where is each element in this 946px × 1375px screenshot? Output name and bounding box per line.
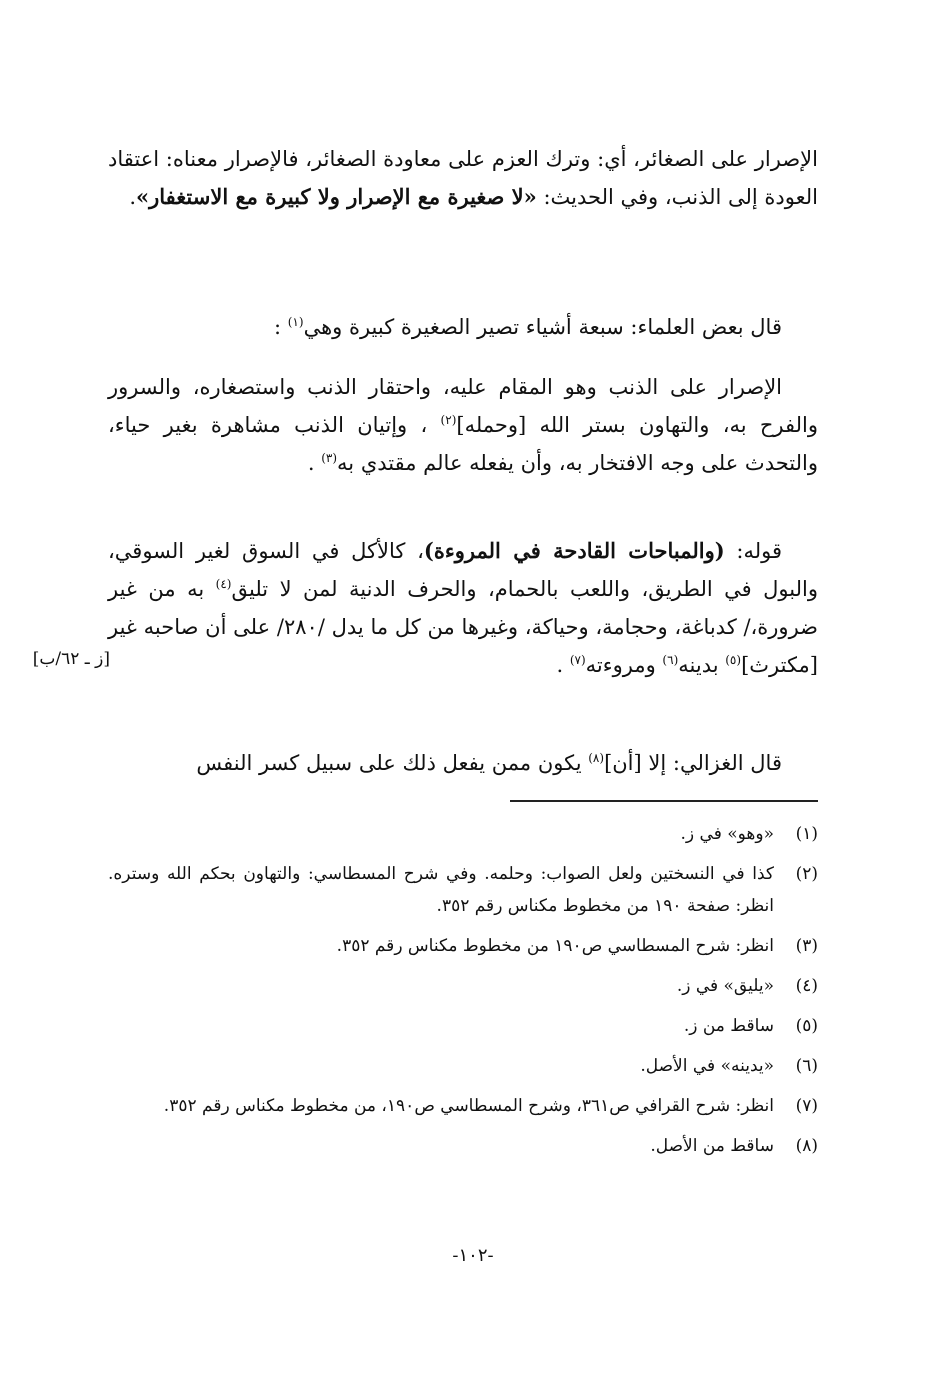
footnote-ref-2[interactable]: (٢): [440, 413, 457, 427]
paragraph-1-text-a: الإصرار على الصغائر، أي: وترك العزم على معاودة الصغائر، فالإصرار معناه: اعتقاد العودة إلى الذنب، وفي الحديث:: [108, 147, 818, 209]
paragraph-4-text-e: ومروءته: [585, 653, 663, 677]
footnote-ref-8[interactable]: (٨): [588, 751, 605, 765]
matn-quote: (والمباحات القادحة في المروءة): [423, 538, 725, 563]
footnote-text: ساقط من الأصل.: [650, 1136, 774, 1156]
paragraph-1: [108, 140, 818, 216]
footnote-item: [108, 1090, 818, 1122]
paragraph-5-text-a: قال الغزالي: إلا [أن]: [604, 751, 782, 775]
footnote-ref-1[interactable]: (١): [287, 315, 304, 329]
footnote-ref-7[interactable]: (٧): [569, 653, 586, 667]
footnote-text: ساقط من ز.: [683, 1016, 774, 1036]
footnote-text: «وهو» في ز.: [680, 824, 774, 844]
footnote-ref-4[interactable]: (٤): [215, 577, 232, 591]
footnotes-list: [108, 818, 818, 1170]
paragraph-4-text-a: قوله:: [724, 539, 783, 563]
footnote-item: [108, 1050, 818, 1082]
footnote-text: «يدينه» في الأصل.: [640, 1056, 774, 1076]
footnote-text: انظر: شرح القرافي ص٣٦١، وشرح المسطاسي ص١٩٠، من مخطوط مكناس رقم ٣٥٢.: [163, 1096, 774, 1116]
footnote-item: [108, 970, 818, 1002]
paragraph-2-text: قال بعض العلماء: سبعة أشياء تصير الصغيرة كبيرة وهي: [303, 315, 782, 339]
footnote-text: كذا في النسختين ولعل الصواب: وحلمه. وفي شرح المسطاسي: والتهاون بحكم الله وستره. انظر: صفحة ١٩٠ من مخطوط مكناس رقم ٣٥٢.: [108, 864, 774, 916]
paragraph-5: [108, 744, 818, 782]
paragraph-5-text-b: يكون ممن يفعل ذلك على سبيل كسر النفس: [196, 751, 589, 775]
footnote-item: [108, 1010, 818, 1042]
footnote-ref-5[interactable]: (٥): [725, 653, 742, 667]
footnote-item: [108, 930, 818, 962]
footnote-number: (٦): [795, 1056, 818, 1076]
footnote-number: (٨): [795, 1136, 818, 1156]
paragraph-4-text-b: ، كالأكل في السوق لغير السوقي، والبول في الطريق، واللعب بالحمام، والحرف الدنية لمن لا تليق: [108, 539, 818, 601]
footnote-separator: [510, 800, 818, 802]
footnote-number: (٤): [795, 976, 818, 996]
footnote-number: (٧): [795, 1096, 818, 1116]
footnote-number: (٢): [795, 864, 818, 884]
paragraph-2-tail: :: [273, 315, 288, 339]
footnote-text: «يليق» في ز.: [676, 976, 774, 996]
hadith-quote: «لا صغيرة مع الإصرار ولا كبيرة مع الاستغفار»: [136, 184, 537, 209]
footnote-ref-3[interactable]: (٣): [321, 451, 338, 465]
footnote-item: [108, 858, 818, 922]
page-number: -١٠٢-: [452, 1245, 494, 1266]
paragraph-1-text-b: .: [129, 185, 137, 209]
paragraph-3: [108, 368, 818, 482]
paragraph-3-text-c: .: [307, 451, 322, 475]
footnote-number: (١): [795, 824, 818, 844]
paragraph-4: [108, 532, 818, 684]
paragraph-4-text-c: به من غير ضرورة،/ كدباغة، وحجامة، وحياكة، وغيرها من كل ما يدل /٢٨٠/ على أن صاحبه غير [مكترث]: [108, 577, 818, 677]
footnote-text: انظر: شرح المسطاسي ص١٩٠ من مخطوط مكناس رقم ٣٥٢.: [336, 936, 774, 956]
footnote-item: [108, 1130, 818, 1162]
footnote-ref-6[interactable]: (٦): [662, 653, 679, 667]
paragraph-2: [108, 308, 818, 346]
footnote-number: (٥): [795, 1016, 818, 1036]
paragraph-4-text-f: .: [556, 653, 570, 677]
footnote-number: (٣): [795, 936, 818, 956]
paragraph-4-text-d: بدينه: [678, 653, 726, 677]
paragraph-3-text-b: ، وإتيان الذنب مشاهرة بغير حياء، والتحدث على وجه الافتخار به، وأن يفعله عالم مقتدي به: [108, 413, 818, 475]
footnote-item: [108, 818, 818, 850]
paragraph-3-text-a: الإصرار على الذنب وهو المقام عليه، واحتقار الذنب واستصغاره، والسرور والفرح به، والتهاون بستر الله [وحمله]: [108, 375, 819, 437]
manuscript-folio-marker: [ز ـ ٦٢/ب]: [32, 649, 110, 669]
